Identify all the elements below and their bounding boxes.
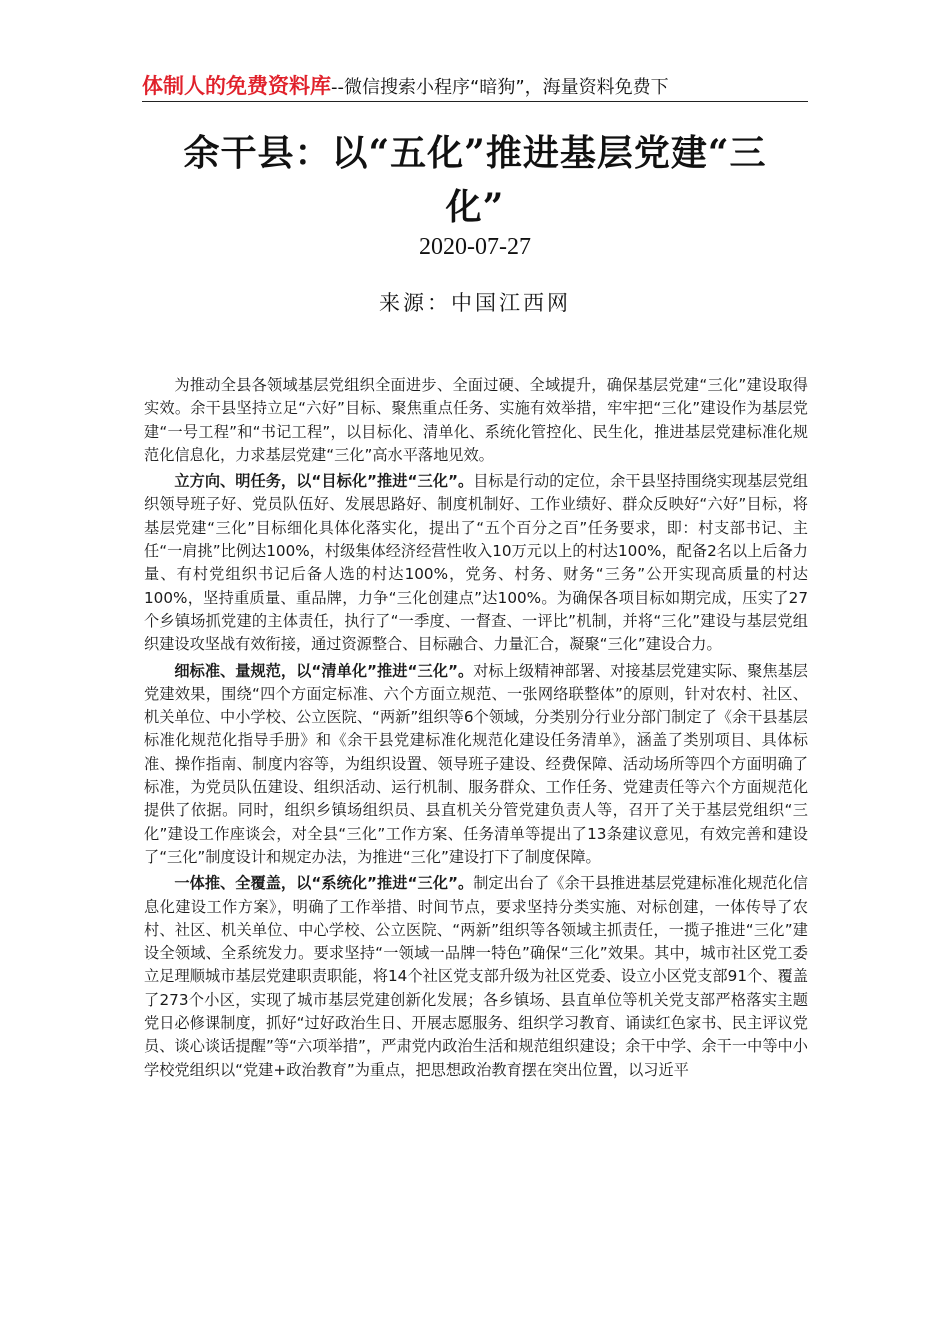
paragraph-text: 为推动全县各领域基层党组织全面进步、全面过硬、全域提升，确保基层党建“三化”建设取得实效。余干县坚持立足“六好”目标、聚焦重点任务、实施有效举措，牢牢把“三化”建设作为基层党建“一号工程”和“书记工程”，以目标化、清单化、系统化管控化、民生化，推进基层党建标准化规范化信息化，力求基层党建“三化”高水平落地见效。	[144, 376, 808, 464]
banner-highlight: 体制人的免费资料库	[142, 74, 331, 98]
paragraph-standards	[144, 660, 808, 870]
paragraph-lead: 细标准、量规范，以“清单化”推进“三化”。	[174, 661, 474, 680]
paragraph-lead: 一体推、全覆盖，以“系统化”推进“三化”。	[174, 874, 474, 893]
article-body	[144, 374, 808, 1082]
paragraph-text: 对标上级精神部署、对接基层党建实际、聚焦基层党建效果，围绕“四个方面定标准、六个方面立规范、一张网络联整体”的原则，针对农村、社区、机关单位、中小学校、公立医院、“两新”组织等6个领域，分类别分行业分部门制定了《余干县基层标准化规范化指导手册》和《余干县党建标准化规范化建设任务清单》，涵盖了类别项目、具体标准、操作指南、制度内容等，为组织设置、领导班子建设、经费保障、活动场所等四个方面明确了标准，为党员队伍建设、组织活动、运行机制、服务群众、工作任务、党建责任等六个方面规范化提供了依据。同时，组织乡镇场组织员、县直机关分管党建负责人等，召开了关于基层党组织“三化”建设工作座谈会，对全县“三化”工作方案、任务清单等提出了13条建议意见，有效完善和建设了“三化”制度设计和规定办法，为推进“三化”建设打下了制度保障。	[144, 661, 808, 866]
paragraph-text: 目标是行动的定位，余干县坚持围绕实现基层党组织领导班子好、党员队伍好、发展思路好、制度机制好、工作业绩好、群众反映好“六好”目标，将基层党建“三化”目标细化具体化落实化，提出了“五个百分之百”任务要求，即：村支部书记、主任“一肩挑”比例达100%，村级集体经济经营性收入10万元以上的村达100%，配备2名以上后备力量、有村党组织书记后备人选的村达100%，党务、村务、财务“三务”公开实现高质量的村达100%，坚持重质量、重品牌，力争“三化创建点”达100%。为确保各项目标如期完成，压实了27个乡镇场抓党建的主体责任，执行了“一季度、一督查、一评比”机制，并将“三化”建设与基层党组织建设攻坚战有效衔接，通过资源整合、目标融合、力量汇合，凝聚“三化”建设合力。	[144, 472, 808, 654]
article-source: 来源：中国江西网	[379, 291, 571, 315]
article-title: 余干县：以“五化”推进基层党建“三化”	[183, 132, 767, 228]
paragraph-lead: 立方向、明任务，以“目标化”推进“三化”。	[174, 472, 474, 491]
promo-banner	[142, 70, 810, 100]
banner-divider	[142, 101, 808, 102]
article-date: 2020-07-27	[419, 234, 531, 260]
paragraph-goals	[144, 470, 808, 656]
paragraph-intro	[144, 374, 808, 467]
paragraph-text: 制定出台了《余干县推进基层党建标准化规范化信息化建设工作方案》，明确了工作举措、时间节点，要求坚持分类实施、对标创建，一体传导了农村、社区、机关单位、中心学校、公立医院、“两新”组织等各领域主抓责任，一揽子推进“三化”建设全领域、全系统发力。要求坚持“一领域一品牌一特色”确保“三化”效果。其中，城市社区党工委立足理顺城市基层党建职责职能，将14个社区党支部升级为社区党委、设立小区党支部91个、覆盖了273个小区，实现了城市基层党建创新化发展；各乡镇场、县直单位等机关党支部严格落实主题党日必修课制度，抓好“过好政治生日、开展志愿服务、组织学习教育、诵读红色家书、民主评议党员、谈心谈话提醒”等“六项举措”，严肃党内政治生活和规范组织建设；余干中学、余干一中等中小学校党组织以“党建+政治教育”为重点，把思想政治教育摆在突出位置，以习近平	[144, 874, 808, 1079]
paragraph-system	[144, 872, 808, 1082]
banner-text: --微信搜索小程序“暗狗”，海量资料免费下	[331, 77, 669, 98]
